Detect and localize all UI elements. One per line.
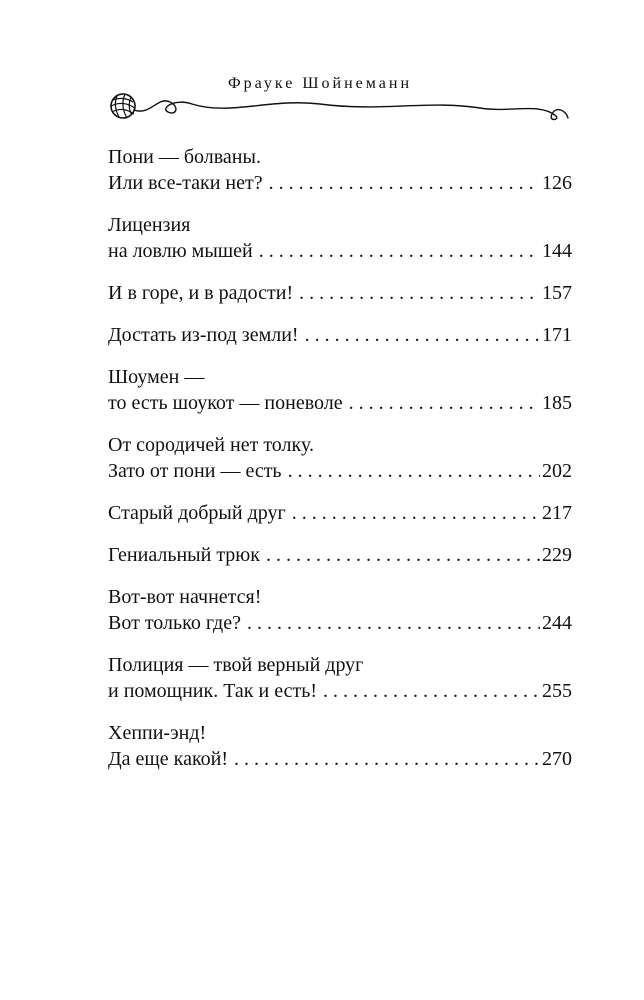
yarn-ball-ornament-icon: [0, 88, 644, 138]
toc-entry-title-line: Полиция — твой верный друг: [108, 654, 364, 676]
toc-entry-last-line: [108, 678, 572, 704]
toc-entry-last-line: [108, 458, 572, 484]
toc-entry-last-line: [108, 170, 572, 196]
toc-page-number: 244: [542, 612, 572, 634]
toc-page-number: 157: [542, 282, 572, 304]
toc-entry[interactable]: [108, 212, 572, 264]
toc-entry-title-line: и помощник. Так и есть!: [108, 680, 317, 702]
toc-entry-title-line: Гениальный трюк: [108, 544, 260, 566]
toc-page-number: 229: [542, 544, 572, 566]
toc-entry-title-line: Лицензия: [108, 214, 191, 236]
dot-leader: [349, 390, 540, 416]
dot-leader: [269, 170, 540, 196]
toc-entry-title-line: И в горе, и в радости!: [108, 282, 294, 304]
dot-leader: [323, 678, 540, 704]
toc-entry[interactable]: [108, 280, 572, 306]
dot-leader: [266, 542, 540, 568]
toc-entry-title-line: Хеппи-энд!: [108, 722, 207, 744]
toc-page-number: 202: [542, 460, 572, 482]
toc-entry-title-line: Да еще какой!: [108, 748, 229, 770]
toc-entry[interactable]: [108, 720, 572, 772]
toc-entry-last-line: [108, 542, 572, 568]
running-head-author: Фрауке Шойнеманн: [227, 75, 412, 92]
toc-entry-title-line: то есть шоукот — поневоле: [108, 392, 343, 414]
dot-leader: [288, 458, 540, 484]
toc-page-number: 270: [542, 748, 572, 770]
toc-entry-last-line: [108, 390, 572, 416]
toc-entry-title-line: Старый добрый друг: [108, 502, 286, 524]
toc-entry[interactable]: [108, 364, 572, 416]
toc-entry-title-line: Зато от пони — есть: [108, 460, 282, 482]
toc-entry-last-line: [108, 500, 572, 526]
toc-entry[interactable]: [108, 584, 572, 636]
toc-entry-title-line: Пони — болваны.: [108, 146, 261, 168]
toc-entry[interactable]: [108, 542, 572, 568]
toc-page-number: 144: [542, 240, 572, 262]
toc-entry[interactable]: [108, 432, 572, 484]
toc-entry-title-line: Вот-вот начнется!: [108, 586, 262, 608]
toc-entry[interactable]: [108, 652, 572, 704]
dot-leader: [305, 322, 540, 348]
toc-page-number: 255: [542, 680, 572, 702]
dot-leader: [247, 610, 540, 636]
toc-page-number: 171: [542, 324, 572, 346]
page-header: [0, 0, 644, 140]
toc-page-number: 185: [542, 392, 572, 414]
toc-entry-last-line: [108, 746, 572, 772]
toc-entry-last-line: [108, 610, 572, 636]
table-of-contents: [108, 144, 572, 788]
toc-entry-title-line: на ловлю мышей: [108, 240, 253, 262]
dot-leader: [234, 746, 540, 772]
dot-leader: [299, 280, 540, 306]
dot-leader: [259, 238, 540, 264]
toc-entry-last-line: [108, 322, 572, 348]
toc-entry-title-line: Вот только где?: [108, 612, 241, 634]
toc-entry-title-line: От сородичей нет толку.: [108, 434, 314, 456]
toc-entry[interactable]: [108, 322, 572, 348]
toc-entry-title-line: Или все-таки нет?: [108, 172, 263, 194]
toc-page-number: 217: [542, 502, 572, 524]
toc-entry[interactable]: [108, 144, 572, 196]
toc-entry-last-line: [108, 280, 572, 306]
toc-entry-last-line: [108, 238, 572, 264]
dot-leader: [292, 500, 540, 526]
toc-entry-title-line: Шоумен —: [108, 366, 205, 388]
toc-page-number: 126: [542, 172, 572, 194]
toc-entry[interactable]: [108, 500, 572, 526]
toc-entry-title-line: Достать из-под земли!: [108, 324, 299, 346]
